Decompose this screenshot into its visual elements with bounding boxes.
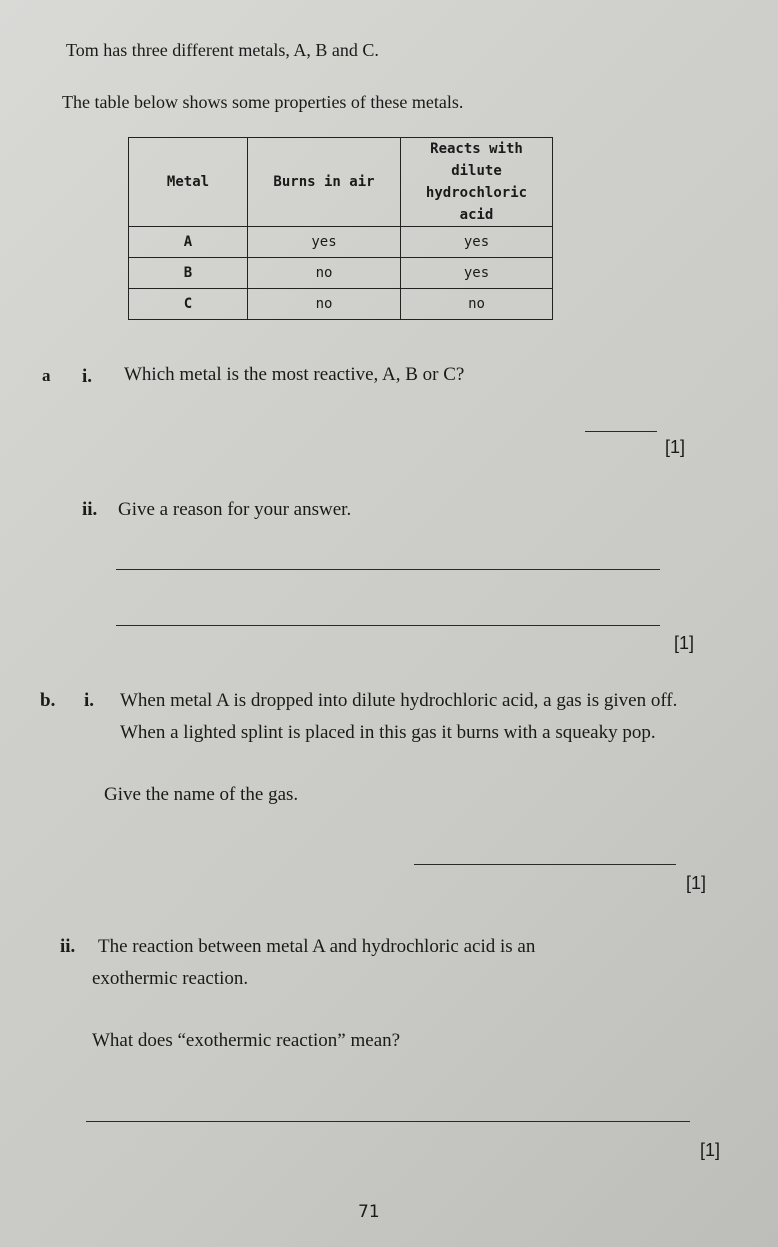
table-row [129, 227, 553, 258]
table-cell-metal: B [129, 258, 248, 289]
marks-b-i: [1] [686, 873, 707, 893]
question-b-ii-text-3: What does “exothermic reaction” mean? [92, 1030, 401, 1051]
question-b-i-label: i. [84, 690, 95, 711]
question-a-label: a [42, 366, 51, 385]
table-row [129, 289, 553, 320]
table-cell-metal: C [129, 289, 248, 320]
answer-line-b-i[interactable] [414, 864, 676, 865]
table-header-reacts: Reacts with dilute hydrochloric acid [401, 138, 553, 227]
question-a-ii-text: Give a reason for your answer. [118, 499, 352, 520]
table-cell-metal: A [129, 227, 248, 258]
question-b-i-text-1: When metal A is dropped into dilute hydrochloric acid, a gas is given off. [120, 690, 678, 711]
question-b-label: b. [40, 690, 56, 711]
table-cell-burns: no [248, 289, 401, 320]
question-b-i-text-2: When a lighted splint is placed in this gas it burns with a squeaky pop. [120, 722, 656, 743]
table-cell-reacts: no [401, 289, 553, 320]
marks-a-ii: [1] [674, 633, 695, 653]
question-a-ii-label: ii. [82, 499, 98, 520]
question-b-i-text-3: Give the name of the gas. [104, 784, 299, 805]
metal-properties-table [128, 137, 553, 320]
marks-a-i: [1] [665, 437, 686, 457]
intro-line-1: Tom has three different metals, A, B and C. [66, 40, 379, 60]
table-cell-burns: no [248, 258, 401, 289]
table-header-burns: Burns in air [248, 138, 401, 227]
question-b-ii-text-2: exothermic reaction. [92, 968, 249, 989]
table-cell-reacts: yes [401, 227, 553, 258]
question-b-ii-text-1: The reaction between metal A and hydrochloric acid is an [98, 936, 536, 957]
table-row [129, 258, 553, 289]
answer-line-a-ii-1[interactable] [116, 569, 660, 570]
intro-line-2: The table below shows some properties of these metals. [62, 92, 464, 112]
table-cell-reacts: yes [401, 258, 553, 289]
table-cell-burns: yes [248, 227, 401, 258]
table-header-metal: Metal [129, 138, 248, 227]
answer-line-a-i[interactable] [585, 431, 657, 432]
question-a-i-text: Which metal is the most reactive, A, B or C? [124, 364, 465, 385]
question-a-i-label: i. [82, 366, 93, 387]
answer-line-a-ii-2[interactable] [116, 625, 660, 626]
answer-line-b-ii[interactable] [86, 1121, 690, 1122]
question-b-ii-label: ii. [60, 936, 76, 957]
page-number: 71 [358, 1202, 380, 1222]
marks-b-ii: [1] [700, 1140, 721, 1160]
